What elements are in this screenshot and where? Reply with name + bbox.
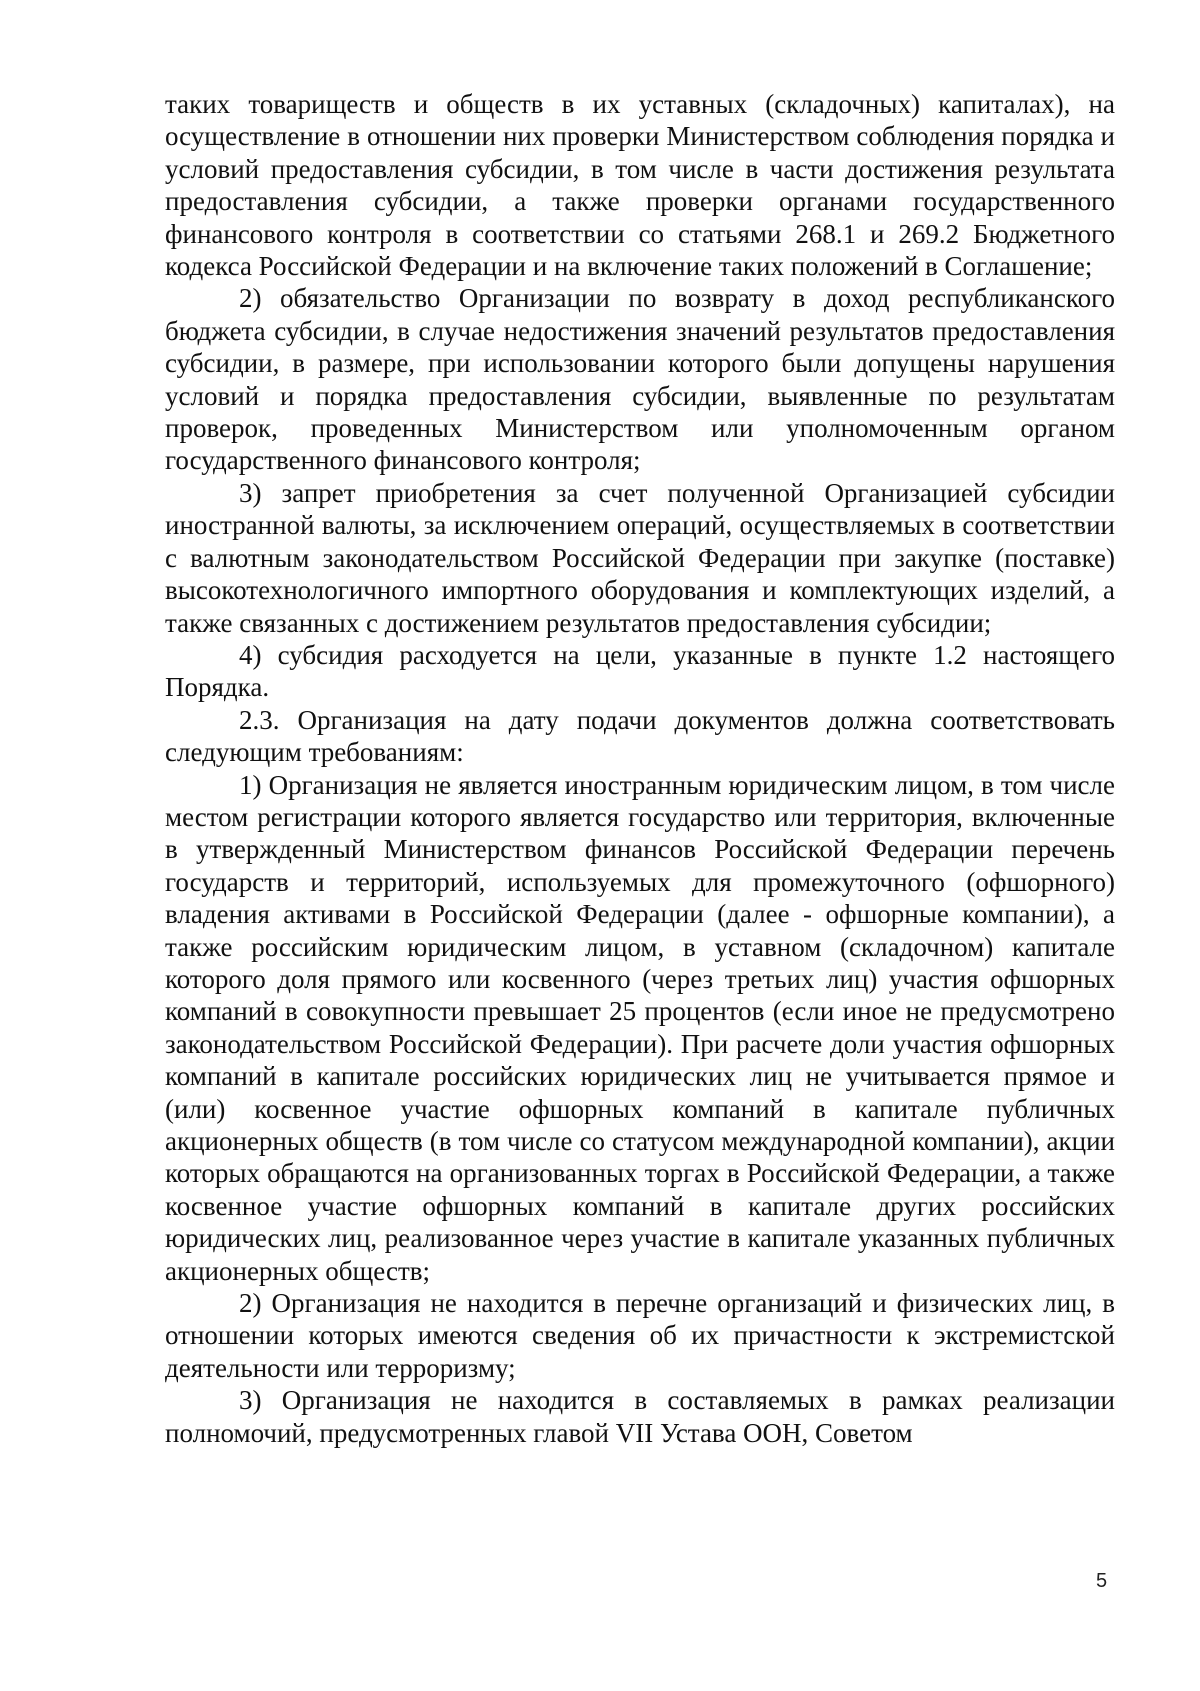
document-body <box>165 88 1115 1449</box>
paragraph-continuation: таких товариществ и обществ в их уставных (складочных) капиталах), на осуществление в отношении них проверки Министерством соблюдения порядка и условий предоставления субсидии, в том числе в части достижения результата предоставления субсидии, а также проверки органами государственного финансового контроля в соответствии со статьями 268.1 и 269.2 Бюджетного кодекса Российской Федерации и на включение таких положений в Соглашение; <box>165 89 1115 282</box>
paragraph-item-4-purpose: 4) субсидия расходуется на цели, указанные в пункте 1.2 настоящего Порядка. <box>165 639 1115 703</box>
paragraph-section-2-3: 2.3. Организация на дату подачи документов должна соответствовать следующим требованиям: <box>165 704 1115 768</box>
paragraph-requirement-2: 2) Организация не находится в перечне организаций и физических лиц, в отношении которых имеются сведения об их причастности к экстремистской деятельности или терроризму; <box>165 1288 1115 1383</box>
page-number: 5 <box>1096 1570 1108 1592</box>
paragraph-requirement-3: 3) Организация не находится в составляемых в рамках реализации полномочий, предусмотренных главой VII Устава ООН, Советом <box>165 1385 1115 1448</box>
paragraph-item-2-obligation: 2) обязательство Организации по возврату в доход республиканского бюджета субсидии, в случае недостижения значений результатов предоставления субсидии, в размере, при использовании которого были допущены нарушения условий и порядка предоставления субсидии, выявленные по результатам проверок, проведенных Министерством или уполномоченным органом государственного финансового контроля; <box>165 283 1115 476</box>
paragraph-requirement-1: 1) Организация не является иностранным юридическим лицом, в том числе местом регистрации которого является государство или территория, включенные в утвержденный Министерством финансов Российской Федерации перечень государств и территорий, используемых для промежуточного (офшорного) владения активами в Российской Федерации (далее - офшорные компании), а также российским юридическим лицом, в уставном (складочном) капитале которого доля прямого или косвенного (через третьих лиц) участия офшорных компаний в совокупности превышает 25 процентов (если иное не предусмотрено законодательством Российской Федерации). При расчете доли участия офшорных компаний в капитале российских юридических лиц не учитывается прямое и (или) косвенное участие офшорных компаний в капитале публичных акционерных обществ (в том числе со статусом международной компании), акции которых обращаются на организованных торгах в Российской Федерации, а также косвенное участие офшорных компаний в капитале других российских юридических лиц, реализованное через участие в капитале указанных публичных акционерных обществ; <box>165 769 1115 1286</box>
paragraph-item-3-currency-ban: 3) запрет приобретения за счет полученной Организацией субсидии иностранной валюты, за исключением операций, осуществляемых в соответствии с валютным законодательством Российской Федерации при закупке (поставке) высокотехнологичного импортного оборудования и комплектующих изделий, а также связанных с достижением результатов предоставления субсидии; <box>165 477 1115 638</box>
